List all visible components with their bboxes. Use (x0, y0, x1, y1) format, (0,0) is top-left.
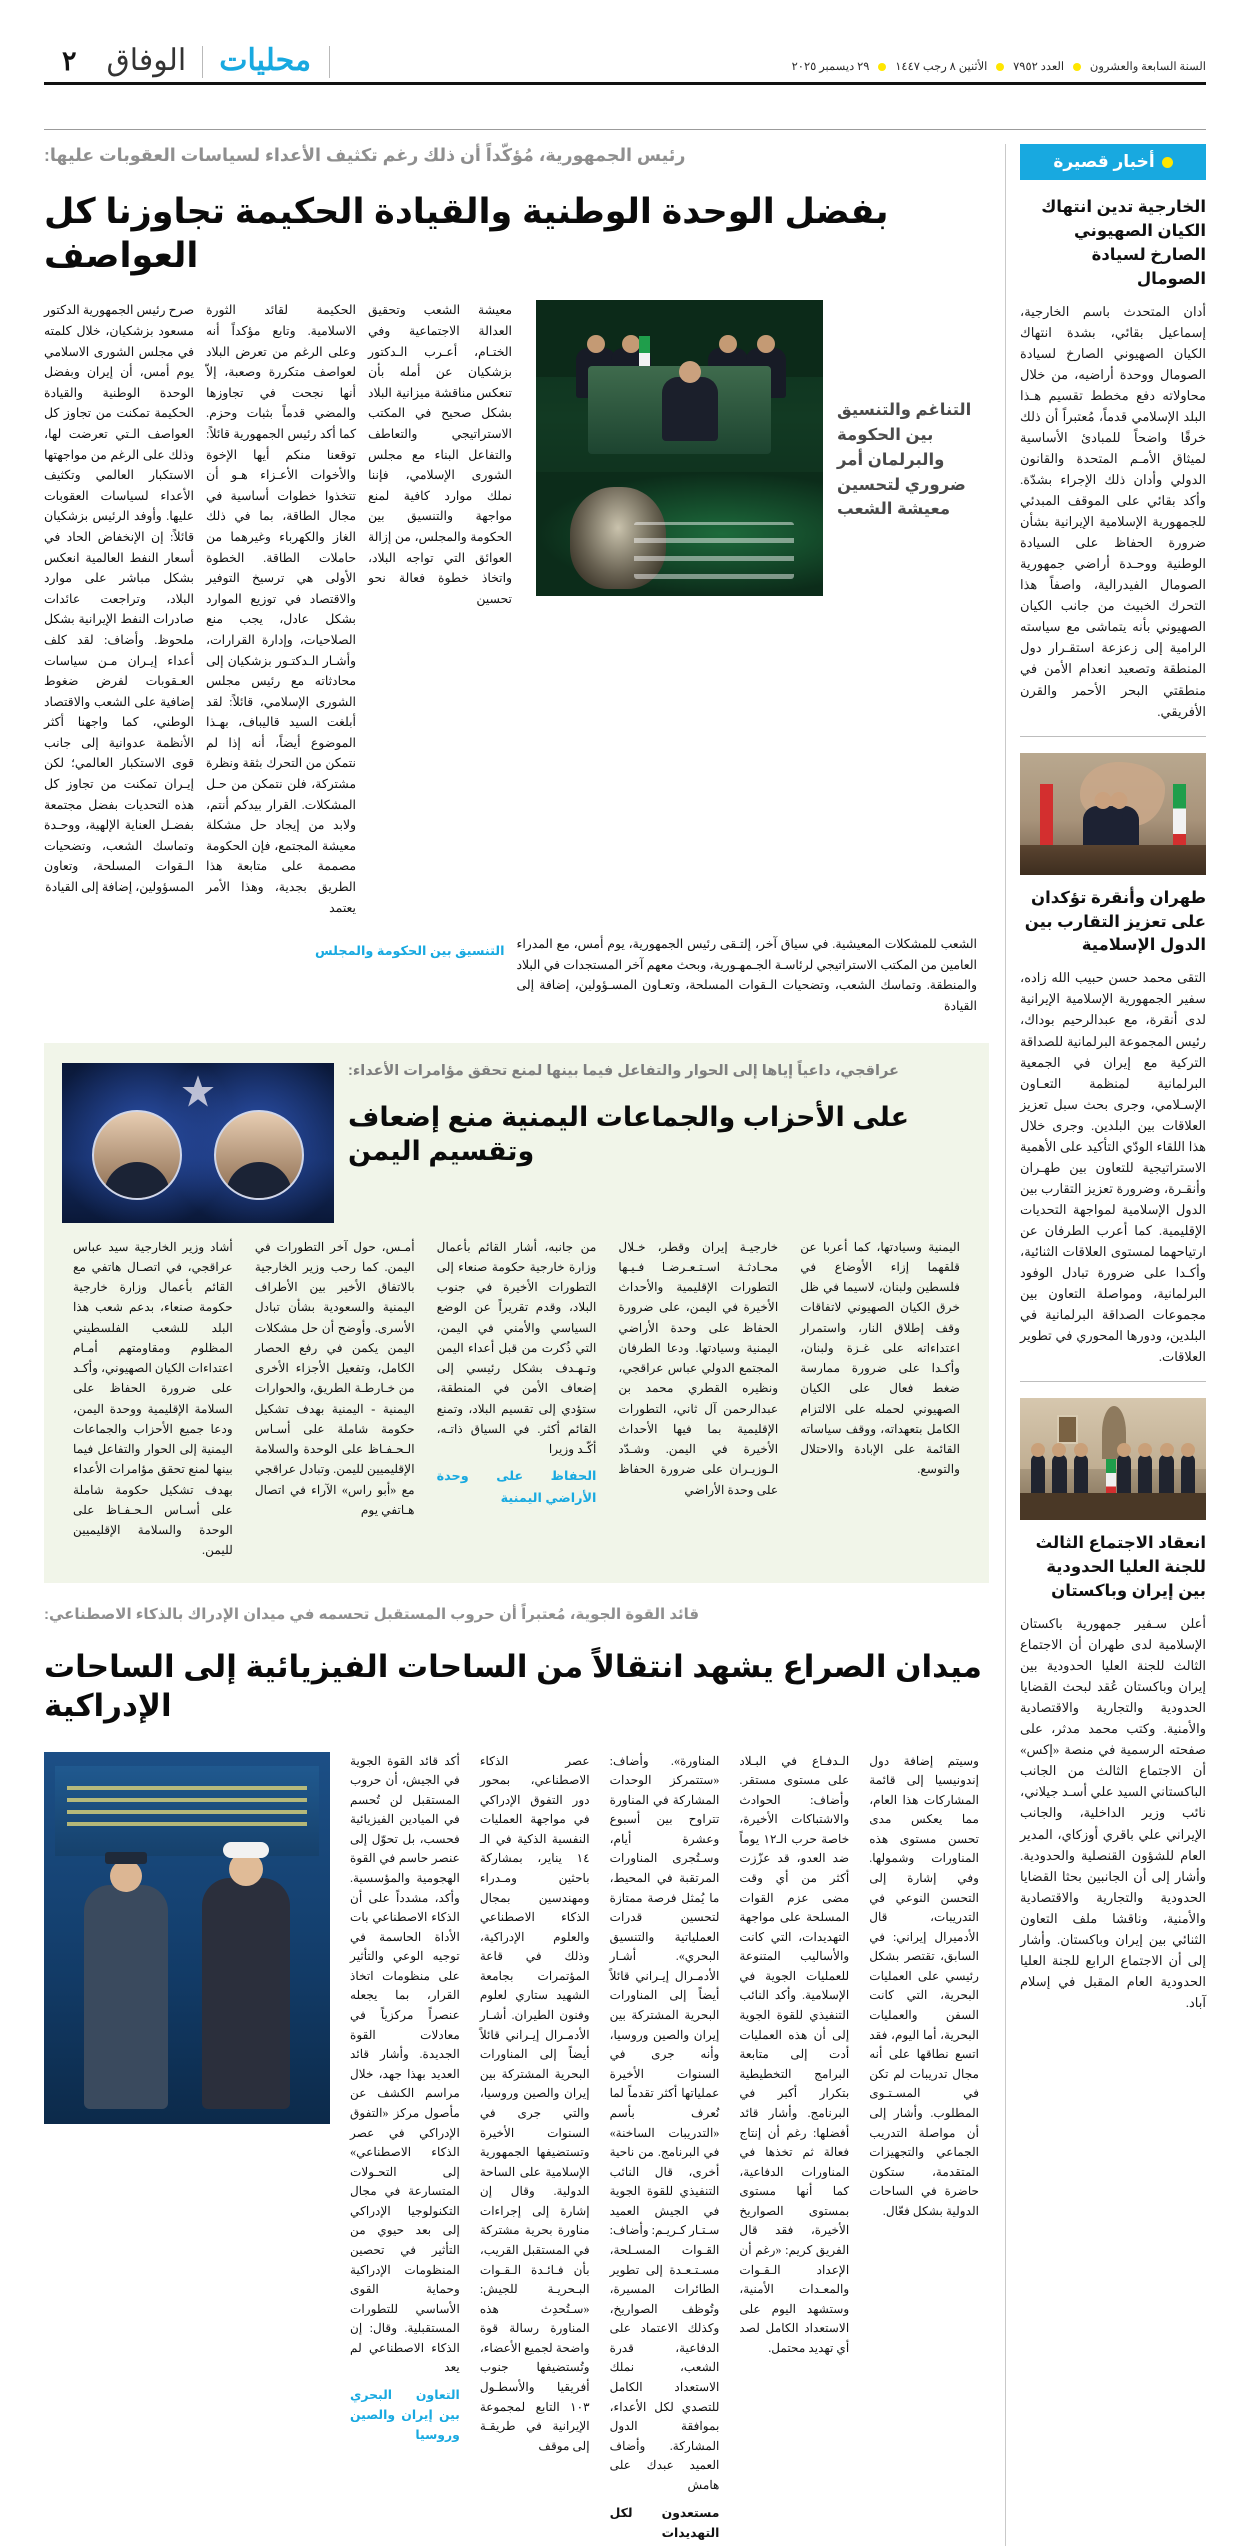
article2-col-4 (607, 1237, 789, 1567)
article1-bottom-block (44, 934, 989, 1022)
article1-subhead-col (44, 934, 517, 1022)
article2-columns (62, 1237, 971, 1567)
article1-col1-text: صرح رئيس الجمهورية الدكتور مسعود بزشكيان، خلال كلمته في مجلس الشورى الاسلامي يوم أمس، أن إيران وبفضل الوحدة الوطنية والقيادة الحكيمة تمكنت من تجاوز كل العواصف الـتي تعرضت لها، وذلك على الرغم من مواجهتها الاستكبار العالمي وتكثيف الأعداء لسياسات العقوبات عليها. وأوفد الرئيس بزشكيان قائلاً: إن الإنخفاض الحاد في أسعار النفط العالمية انعكس بشكل مباشر على موارد البلاد، وتراجعت عائدات صادرات النفط الإيرانية بشكل ملحوظ. وأضاف: لقد كلف أعداء إيـران مـن سياسات العـقوبات لفرض ضغوط إضافية على الشعب والاقتصاد الوطني، كما واجهنا أكثر الأنظمة عدوانية إلى جانب قوى الاستكبار العالمي؛ لكن إيـران تمكنت من تجاوز كل هذه التحديات بفضل مجتمعة بفضـل العناية الإلهية، ووحـدة وتماسك الشعب، وتضحيات الـقوات المسلحة، وتعاون المسؤولين، إضافة إلى القيادة (44, 303, 194, 895)
air-force-officer-figure (84, 1885, 168, 2108)
article1-col-1 (44, 300, 206, 924)
delegate-figure (1159, 1454, 1173, 1495)
delegate-figure (1074, 1454, 1088, 1495)
article3-col3-text: المناورة». وأضاف: «ستتمركز الوحدات المشاركة في المناورة تتراوح بين أسبوع وعشرة أيام، وسـتُجرى المناورات المرتقبة في المحيط، ما يُمثل فرصة ممتازة لتحسين قدرات العملياتية والتنسيق البحري». أشـار الأدمـرال إيـراني قائلاً أيضاً إلى المناورات البحرية المشتركة بين إيران والصين وروسيا، وأنه جرى في السنوات الأخيرة عملياتها أكثر تقدماً لما نُعرف بأسم «التدريبات الساخنة» في البرنامج. من ناحية أخرى، قال النائب التنفيذي للقوة الجوية في الجيش العميد سـتـار كـريـم: وأضاف: القـوات المسـلحة، مسـتـعـدة إلى تطوير الطائرات المسيرة، وتُوظف الصواريخ، وكذلك الاعتماد على الدفاعية، قدرة الشعب، نملك الاستعداد الكامل للتصدي لكل الأعداء، بموافقة الدول المشاركة. وأضاف العميد عبدك على هامش (609, 1753, 720, 2492)
article2-kicker: عراقجي، داعياً إياها إلى الحوار والتفاعل فيما بينها لمنع تحقق مؤامرات الأعداء: (348, 1062, 899, 1079)
article1-col2-text: الحكيمة لقائد الثورة الاسلامية. وتابع مؤكداً أنه وعلى الرغم من تعرض البلاد لعواصف متكررة وصعبة، إلاّ أنها نجحت في تجاوزها والمضي قدماً بثبات وحزم. كما أكد رئيس الجمهورية قائلاً: توقعنا منكم أيها الإخوة والأخوات الأعـزاء هـو أن تتخذوا خطوات أساسية في مجال الطاقة، بما في ذلك الغاز والكهرباء وغيرهما من حاملات الطاقة. الخطوة الأولى هي ترسيخ التوفير والاقتصاد في توزيع الموارد بشكل عادل، يجب منع الصلاحيات، وإدارة القرارات، وأشـار الـدكتـور بزشكيان إلى محادثاته مع رئيس مجلس الشورى الإسلامي، قائلاً: لقد أبلغت السيد قاليباف، بهـذا الموضوع أيضاً، أنه إذا لم نتمكن من التحرك بثقة ونظرة مشتركة، فلن نتمكن من حـل المشكلات. القرار بيدكم أنتم، ولابد من إيجاد حل مشكلة معيشة المجتمع، فإن الحكومة مصممة على متابعة هذا الطريق بجدية، وهذا الأمر يعتمد (206, 303, 356, 915)
article1-kicker: رئيس الجمهورية، مُؤكّداً أن ذلك رغم تكثيف الأعداء لسياسات العقوبات عليها: (44, 145, 686, 165)
furniture (1020, 845, 1206, 874)
yellow-dot-icon (996, 63, 1004, 71)
article-yemen-parties[interactable] (44, 1043, 989, 1583)
article1-col3-text: معيشة الشعب وتحقيق العدالة الاجتماعية وفي الختـام، أعـرب الـدكتور بزشكيان عن أمله بأن تنعكس مناقشة ميزانية البلاد بشكل صحيح في المكتب الاستراتيجي والتعاطف والتفاعل البناء مع مجلس الشورى الإسلامي، فإننا نملك موارد كافية لمنع مواجهة والتنسيق بين الحكومة والمجلس، من إزالة العوائق التي تواجه البلاد، واتخاذ خطوة فعالة نحو تحسين (368, 303, 512, 606)
page-body (44, 144, 1206, 2546)
yellow-dot-icon (1073, 63, 1081, 71)
sidebar-flag-label: أخبار قصيرة (1053, 152, 1155, 171)
article1-subheading: التنسيق بين الحكومة والمجلس (315, 943, 505, 959)
article-air-force-cognitive[interactable] (44, 1605, 989, 2546)
article2-col-2 (244, 1237, 426, 1567)
issue-hijri-date: الأثنين ٨ رجب ١٤٤٧ (895, 61, 988, 73)
article3-col1-text: أكد قائد القوة الجوية في الجيش، أن حروب المستقبل لن تُحسم في الميادين الفيزيائية فحسب، بل تحوّل إلى عنصر حاسم في القوة الهجومية والمؤسسية. وأكد، مشدداً على أن الذكاء الاصطناعي بات الأداة الحاسمة في توجيه الوعي والتأثير على منظومات اتخاذ القرار، بما يجعله عنصراً مركزياً في معادلات القوة الجديدة. وأشار قائد العديد بهذا جهد، خلال مراسم الكشف عن مأصول مركز «التفوق الإدراكي في عصر الذكاء الاصطناعي» إلى التحـولات المتسارعة في مجال التكنولوجيا الإدراكي إلى بعد حيوي من التأثير في تحصين المنظومات الإدراكية وحماية القوى الأساسي للتطورات المستقبلية. وقال: إن الذكاء الاصطناعي لم يعد (350, 1753, 460, 2375)
sidebar-item-headline: الخارجية تدين انتهاك الكيان الصهيوني الصارخ لسيادة الصومال (1041, 198, 1206, 288)
air-force-commander-ceremony-photo (44, 1752, 330, 2124)
sidebar-item-headline: انعقاد الاجتماع الثالث للجنة العليا الحدودية بين إيران وباكستان (1035, 1534, 1206, 1601)
article3-col-1 (340, 1752, 470, 2546)
article1-col4-text: الشعب للمشكلات المعيشية. في سياق آخر، إلتـقى رئيس الجمهورية، يوم أمس، مع المدراء العامين من المكتب الاستراتيجي لرئاسـة الجـمهـورية، وبحث معهم آخر المستجدات في البلاد والمنطقة. وتماسك الشعب، وتضحيات الـقوات المسلحة، وتعـاون المسـؤولين، إضافة إلى القيادة (516, 937, 977, 1013)
yellow-dot-icon (878, 63, 886, 71)
screen-banner-text (634, 522, 795, 579)
article3-col-5 (859, 1752, 989, 2546)
issue-number: العدد ٧٩٥٢ (1013, 61, 1065, 73)
sidebar-item-body: أدان المتحدث باسم الخارجية، إسماعيل بقائي، بشدة انتهاك الكيان الصهيوني الصارخ لسيادة الصومال ووحدة أراضيه، من خلال محاولاته دفع مخطط تقسيم هـذا البلد الإسلامي قدماً، مُعتبراً أن ذلك خرقًا واضحاً للمبادئ الأساسية لميثاق الأمـم المتحدة والقانون الدولي وأدان ذلك الإجراء بشدّة. وأكد بقائي على الموقف المبدئي للجمهورية الإسلامية الإيرانية بشأن ضرورة الحفاظ على السيادة الوطنية ووحـدة أراضي جمهورية الصومال الفيدرالية، واصفاً هذا التحرك الخبيث من جانب الكيان الصهيوني بأنه يتماشى مع سياسته الرامية إلى زعزعة استقـرار دول المنطقة وتصعيد انعدام الأمن في منطقتي البحر الأحمر والقرن الأفريقي. (1020, 303, 1206, 719)
article-president-unity[interactable] (44, 144, 989, 1023)
masthead (44, 0, 1206, 82)
banner-text (67, 1781, 307, 1826)
main-content (44, 144, 1005, 2546)
masthead-thin-rule (44, 129, 1206, 130)
sidebar-divider (1020, 736, 1206, 737)
sidebar-item-1[interactable] (1020, 196, 1206, 722)
article3-col-2 (470, 1752, 600, 2546)
article1-top-block (44, 300, 989, 924)
wall-picture (1057, 1415, 1078, 1443)
article3-col2-text: عصر الذكاء الاصطناعي، بمحور دور التفوق الإدراكي في مواجهة العمليات النفسية الذكية في الـ ١٤ يناير، بمشاركة باحثين ومـدراء ومهندسين بمجال الذكاء الاصطناعي والعلوم الإدراكية، وذلك في قاعة المؤتمرات بجامعة الشهيد ستاري لعلوم وفنون الطيران. أشـار الأدمـرال إيـراني قائلاً أيضاً إلى المناورات البحرية المشتركة بين إيران والصين وروسيا، والتي جرى في السنوات الأخيرة وتستضيفها الجمهورية الإسلامية على الساحة الدولية. وقال إن إشارة إلى إجراءات مناورة بحرية مشتركة في المستقبل القريب، بأن فـائـدة الـقـوات البـحريـة للجيش: «سـتُحدِث هذه المناورة رسالة قوة واضحة لجميع الأعضاء، وتُستضيفها جنوب أفريقيا والأسطـول ١٠٣ التابع لمجموعة الإيرانية في طريقـة إلى موقف (479, 1753, 590, 2453)
minister-portrait-left (92, 1110, 182, 1200)
stage-screen (536, 472, 823, 596)
article3-col-4 (729, 1752, 859, 2546)
article1-headline: بفضل الوحدة الوطنية والقيادة الحكيمة تجاوزنا كل العواصف (44, 192, 889, 275)
article2-subheading: الحفاظ على وحدة الأراضي اليمنية (436, 1468, 597, 1505)
article1-col-3 (368, 300, 524, 924)
section-title[interactable]: محليات (203, 46, 330, 78)
sidebar-divider (1020, 1381, 1206, 1382)
page-number: ٢ (62, 45, 77, 76)
minister-portrait-right (214, 1110, 304, 1200)
delegate-figure (1138, 1454, 1152, 1495)
article1-pullquote: التناغم والتنسيق بين الحكومة والبرلمان أمر ضروري لتحسين معيشة الشعب (837, 401, 972, 519)
article3-col4-text: الـدفـاع في البـلاد على مستوى مستقر. وأضاف: الحوادث والاشتباكات الأخيرة، خاصة حرب الـ١٢ يوماً ضد العدو، قد عزّزت أكثر من أي وقت مضى عزم القوات المسلحة على مواجهة التهديدات، التي كانت والأساليب المتنوعة للعمليات الجوية في الإسلامية. وأكد النائب التنفيذي للقوة الجوية إلى أن هذه العمليات أدت إلى متابعة البرامج التخطيطية بتكرار أكبر في البرنامج. وأشار قائد أفضلها: رغم أن إنتاج فعالة ثم تخذها في المناورات الدفاعية، كما أنها مستوى بمستوى الصواريخ الأخيرة، فقد قال الفريق كريم: «رغم أن الإعداد الـقـوات والمعـدات الأمنية، وستشهد اليوم على الاستعداد الكامل لصد أي تهديد محتمل. (739, 1753, 850, 2355)
article3-headline: ميدان الصراع يشهد انتقالاً من الساحات الفيزيائية إلى الساحات الإدراكية (44, 1649, 982, 1724)
article1-col-4 (517, 934, 990, 1022)
article3-subheading: التعاون البحري بين إيران والصين وروسيا (350, 2388, 460, 2443)
iran-turkey-officials-photo (1020, 753, 1206, 875)
sidebar-item-body: أعلن سـفير جمهورية باكستان الإسلامية لدى طهران أن الاجتماع الثالث للجنة العليا الحدودية بين إيران وباكستان عُقد لبحث القضايا الحدودية والتجارية والاقتصادية والأمنية. وكتب محمد مدثر، على صفحته الرسمية في منصة «إكس» أن الاجتماع الثالث من الجانب الباكستاني السيد علي أسـد جيلاني، نائب وزير الداخلية، والجانب الإيراني علي باقري أوزكاي، المدير العام للشؤون القنصلية والحدودية. وأشار إلى أن الجانبين بحثا القضايا الحدودية والتجارية والاقتصادية والأمنية، وناقشا ملف التعاون الثنائي بين إيران وباكستان. وأشار إلى أن الاجتماع الرابع للجنة العليا الحدودية العام المقبل في إسلام آباد. (1020, 1616, 1206, 2010)
sidebar-item-2[interactable] (1020, 753, 1206, 1368)
article2-col-3 (426, 1237, 608, 1567)
article2-col4-text: خارجيـة إيران وقطر، خـلال محـادثـة اسـتـعـرضـا فـيـها التطورات الإقليمية والأحداث الأخيرة في اليمن، على ضرورة الحفاظ على وحدة الأراضي اليمنية وسيادتها. ودعا الطرفان المجتمع الدولي عباس عراقجي، ونظيره القطري محمد بن عبدالرحمن آل ثاني، التطورات الإقليمية بما فيها الأحداث الأخيرة في اليمن. وشـدّد الـوزيـران على ضرورة الحفاظ على وحدة الأراضي (618, 1239, 779, 1497)
iranian-parliament-session-photo (536, 300, 823, 596)
conference-table (1020, 1493, 1206, 1520)
article2-col5-text: اليمنية وسيادتها، كما أعربا عن قلقهما إزاء الأوضاع في فلسطين ولبنان، لاسيما في ظل خرق الكيان الصهيوني لاتفاقات وقف إطلاق النار، واستمرار اعتداءاته على غـزة ولبنان، وأكـدا على ضرورة ممارسة ضغط فعال على الكيان الصهيوني لحمله على الالتزام الكامل بتعهداته، ووقف سياساته القائمة على الإبادة والاحتلال والتوسع. (800, 1239, 960, 1477)
sidebar-flag (1020, 144, 1206, 180)
newspaper-title: الوفاق (91, 46, 204, 78)
article2-col3-text: من جانبه، أشار القائم بأعمال وزارة خارجية حكومة صنعاء إلى التطورات الأخيرة في جنوب البلاد، وقدم تقريراً عن الوضع السياسي والأمني في اليمن، التي ذُكرت من قبل أعداء اليمن وتـهـدف بشكل رئيسي إلى إضعاف الأمن في المنطقة، ستؤدي إلى تقسيم البلاد، وتمنع القائم أكثر. في السياق ذاتـه، أكّـد وزيرا (436, 1239, 597, 1457)
issue-gregorian-date: ٢٩ ديسمبر ٢٠٢٥ (791, 61, 870, 73)
article2-top (62, 1063, 971, 1223)
president-speaking-figure (662, 377, 718, 441)
article1-pullquote-wrap (823, 300, 989, 924)
short-news-sidebar (1005, 144, 1206, 2546)
article3-kicker: قائد القوة الجوية، مُعتبراً أن حروب المستقبل تحسمه في ميدان الإدراك بالذكاء الاصطناعي: (44, 1605, 700, 1623)
sidebar-item-body: التقى محمد حسن حبيب الله زاده، سفير الجمهورية الإسلامية الإيرانية لدى أنقرة، مع عبدالرحيم بوداك، رئيس المجموعة البرلمانية للصداقة التركية مع إيران في الجمعية البرلمانية لمنظمة التعـاون الإسـلامي، وجرى بحث سبل تعزيز العلاقات بين البلدين. وجرى خلال هذا اللقاء الودّي التأكيد على الأهمية الاستراتيجية للتعاون بين طهـران وأنقـرة، وضرورة تعزيز التقارب بين الدول الإسلامية لمواجهة التحديات الإقليمية. كما أعرب الطرفان عن ارتياحهما لمستوى العلاقات الثنائية، وأكـدا على ضرورة تبادل الوفود البرلمانية، ومواصلة التعاون بين مجموعات الصداقة البرلمانية في البلدين، ودورها المحوري في تطوير العلاقات. (1020, 970, 1206, 1365)
delegate-figure (1052, 1454, 1066, 1495)
yellow-bullet-icon (1162, 157, 1173, 168)
cleric-figure (202, 1878, 290, 2109)
article3-subheading-bold: مستعدون لكل التهديدات (609, 2505, 720, 2540)
sidebar-item-headline: طهران وأنقرة تؤكدان على تعزيز التقارب بين الدول الإسلامية (1024, 888, 1206, 955)
masthead-rule (44, 82, 1206, 85)
article2-titles (334, 1063, 971, 1191)
sidebar-item-3[interactable] (1020, 1398, 1206, 2013)
article3-col-3 (600, 1752, 730, 2546)
article1-col-2 (206, 300, 368, 924)
issue-year: السنة السابعة والعشرون (1089, 61, 1206, 73)
delegate-figure (1181, 1454, 1195, 1495)
article3-body (44, 1752, 989, 2546)
two-ministers-portraits-photo (62, 1063, 334, 1223)
article2-col-5 (789, 1237, 971, 1567)
article2-col-1 (62, 1237, 244, 1567)
article2-col1-text: أشاد وزير الخارجية سيد عباس عراقجي، في اتصـال هاتفي مع القائم بأعمال وزارة خارجية حكومة صنعاء، بدعم شعب هذا البلد للشعب الفلسطيني المظلوم ومقاومتهم أمـام اعتداءات الكيان الصهيوني، وأكـد على ضرورة الحفاظ على السلامة الإقليمية ووحدة اليمن، ودعا جميع الأحزاب والجماعات اليمنية إلى الحوار والتفاعل فيما بينها لمنع تحقق مؤامرات الأعداء بهدف تشكيل حكومة شاملة على أسـاس الـحـفـاظ على الوحدة والسلامة الإقليميين لليمن. (73, 1239, 233, 1558)
delegate-figure (1117, 1454, 1131, 1495)
article2-col2-text: أمـس، حول آخر التطورات في اليمن. كما رحب وزير الخارجية بالاتفاق الأخير بين الأطراف اليمنية والسعودية بشأن تبادل الأسرى. وأوضح أن حل مشكلات اليمن يكمن في رفع الحصار الكامل، وتفعيل الأجزاء الأخرى من خـارطـة الطريق، والحوارات اليمنية - اليمنية بهدف تشكيل حكومة شاملة على أسـاس الـحـفـاظ على الوحدة والسلامة الإقليميين لليمن. وتبادل عراقجي مع «أبو راس» الآراء في اتصال هـاتفي يوم (254, 1239, 415, 1517)
delegate-figure (1031, 1454, 1045, 1495)
masthead-branding (44, 46, 330, 78)
issue-info-line (792, 59, 1206, 78)
article3-col5-text: وسيتم إضافة دول إندونيسيا إلى قائمة المشاركات هذا العام، مما يعكس مدى تحسن مستوى هذه المناورات وشمولها. وفي إشارة إلى التحسن النوعي في التدريبات، قال الأدميرال إيراني: في السابق، تقتصر بشكل رئيسي على العمليات البحرية، التي كانت السفن والعمليات البحرية، أما اليوم، فقد اتسع نطاقها على أنه مجال تدريبات لم تكن في المسـتـوى المطلوب. وأشار إلى أن مواصلة التدريب الجماعي والتجهيزات المتقدمة، ستكون حاضرة في الساحات الدولية بشكل فعّال. (869, 1753, 979, 2218)
border-committee-meeting-photo (1020, 1398, 1206, 1520)
article2-headline: على الأحزاب والجماعات اليمنية منع إضعاف وتقسيم اليمن (348, 1102, 910, 1166)
